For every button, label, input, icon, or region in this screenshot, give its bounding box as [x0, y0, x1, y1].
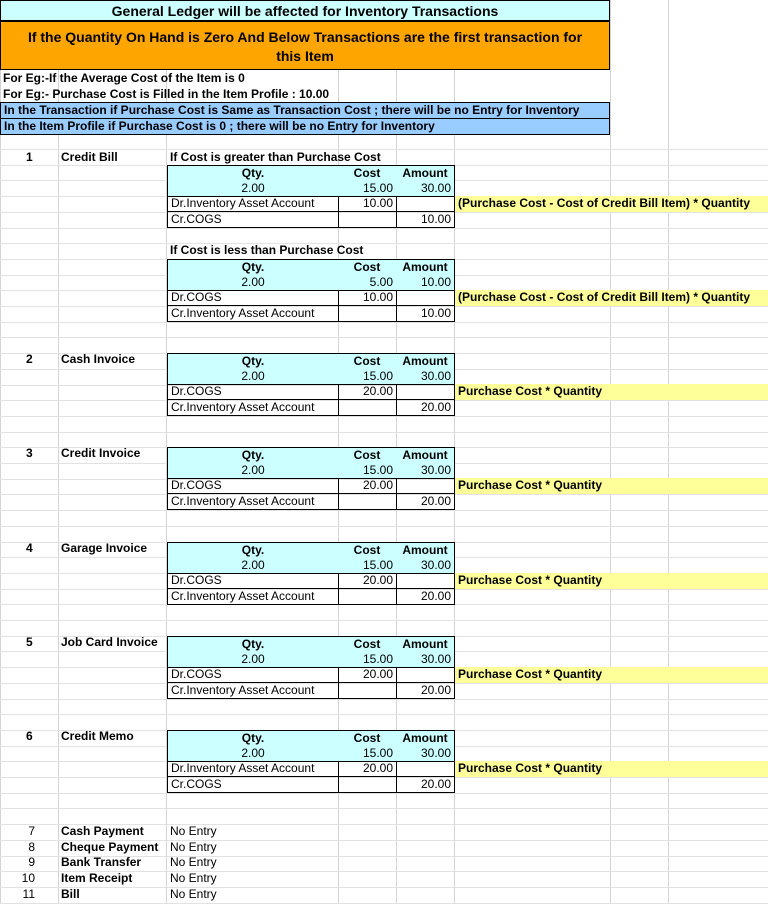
debit-cost: 10.00 — [338, 196, 397, 212]
section-number: 6 — [26, 729, 33, 743]
section-name: Credit Memo — [61, 729, 134, 743]
no-entry-name: Cash Payment — [61, 824, 144, 838]
column-header-amount: Amount — [396, 165, 455, 181]
formula-note: Purchase Cost * Quantity — [455, 573, 768, 589]
cost-value: 15.00 — [338, 369, 397, 385]
column-header-qty: Qty. — [167, 353, 339, 369]
credit-account: Cr.Inventory Asset Account — [167, 400, 339, 416]
formula-note: Purchase Cost * Quantity — [455, 667, 768, 683]
debit-amount-empty — [396, 290, 455, 306]
column-header-qty: Qty. — [167, 259, 339, 275]
grid-row — [0, 699, 768, 700]
credit-account: Cr.Inventory Asset Account — [167, 589, 339, 605]
case-heading: If Cost is greater than Purchase Cost — [170, 150, 381, 164]
credit-amount: 20.00 — [396, 683, 455, 699]
column-header-qty: Qty. — [167, 730, 339, 746]
amount-value: 30.00 — [396, 463, 455, 479]
column-header-amount: Amount — [396, 259, 455, 275]
debit-amount-empty — [396, 478, 455, 494]
subtitle-line-1: If the Quantity On Hand is Zero And Below Transactions are the first transaction for — [27, 29, 583, 45]
no-entry-status: No Entry — [170, 871, 217, 885]
no-entry-name: Bank Transfer — [61, 855, 142, 869]
cost-value: 15.00 — [338, 181, 397, 197]
column-header-qty: Qty. — [167, 636, 339, 652]
qty-value: 2.00 — [167, 746, 339, 762]
qty-value: 2.00 — [167, 275, 339, 291]
credit-cost-empty — [338, 212, 397, 228]
column-header-amount: Amount — [396, 542, 455, 558]
credit-account: Cr.COGS — [167, 212, 339, 228]
amount-value: 30.00 — [396, 652, 455, 668]
formula-note: Purchase Cost * Quantity — [455, 478, 768, 494]
no-entry-name: Bill — [61, 887, 80, 901]
cost-value: 15.00 — [338, 746, 397, 762]
grid-row — [0, 416, 768, 417]
credit-amount: 10.00 — [396, 212, 455, 228]
debit-cost: 20.00 — [338, 761, 397, 777]
amount-value: 10.00 — [396, 275, 455, 291]
credit-cost-empty — [338, 683, 397, 699]
grid-row — [0, 510, 768, 511]
credit-cost-empty — [338, 494, 397, 510]
grid-row — [0, 243, 768, 244]
cost-value: 15.00 — [338, 652, 397, 668]
no-entry-status: No Entry — [170, 887, 217, 901]
column-header-cost: Cost — [338, 730, 397, 746]
grid-row — [0, 620, 768, 621]
case-heading: If Cost is less than Purchase Cost — [170, 243, 364, 257]
debit-account: Dr.Inventory Asset Account — [167, 761, 339, 777]
qty-value: 2.00 — [167, 652, 339, 668]
credit-cost-empty — [338, 777, 397, 793]
qty-value: 2.00 — [167, 463, 339, 479]
grid-row — [0, 714, 768, 715]
credit-amount: 20.00 — [396, 777, 455, 793]
debit-account: Dr.COGS — [167, 573, 339, 589]
no-entry-status: No Entry — [170, 855, 217, 869]
debit-amount-empty — [396, 384, 455, 400]
grid-row — [0, 526, 768, 527]
debit-account: Dr.COGS — [167, 478, 339, 494]
credit-account: Cr.Inventory Asset Account — [167, 494, 339, 510]
grid-row — [0, 793, 768, 794]
column-header-cost: Cost — [338, 353, 397, 369]
credit-account: Cr.COGS — [167, 777, 339, 793]
credit-account: Cr.Inventory Asset Account — [167, 683, 339, 699]
amount-value: 30.00 — [396, 746, 455, 762]
section-number: 5 — [26, 635, 33, 649]
column-header-amount: Amount — [396, 636, 455, 652]
note-example-1: For Eg:-If the Average Cost of the Item is 0 — [3, 71, 245, 85]
no-entry-number: 11 — [22, 887, 35, 901]
column-header-amount: Amount — [396, 447, 455, 463]
no-entry-name: Cheque Payment — [61, 840, 159, 854]
no-entry-number: 7 — [28, 824, 35, 838]
no-entry-status: No Entry — [170, 824, 217, 838]
formula-note: (Purchase Cost - Cost of Credit Bill Item) * Quantity — [455, 290, 768, 306]
column-header-amount: Amount — [396, 730, 455, 746]
subtitle-banner — [0, 21, 610, 70]
grid-row — [0, 337, 768, 338]
column-header-qty: Qty. — [167, 165, 339, 181]
debit-cost: 20.00 — [338, 667, 397, 683]
debit-account: Dr.COGS — [167, 384, 339, 400]
debit-cost: 20.00 — [338, 478, 397, 494]
section-number: 3 — [26, 446, 33, 460]
column-header-cost: Cost — [338, 542, 397, 558]
note-example-2: For Eg:- Purchase Cost is Filled in the Item Profile : 10.00 — [3, 87, 330, 101]
amount-value: 30.00 — [396, 558, 455, 574]
amount-value: 30.00 — [396, 369, 455, 385]
debit-account: Dr.COGS — [167, 667, 339, 683]
no-entry-name: Item Receipt — [61, 871, 133, 885]
debit-amount-empty — [396, 761, 455, 777]
debit-cost: 10.00 — [338, 290, 397, 306]
section-number: 4 — [26, 541, 33, 555]
grid-col — [58, 0, 59, 904]
grid-row — [0, 322, 768, 323]
no-entry-number: 10 — [21, 871, 35, 885]
credit-account: Cr.Inventory Asset Account — [167, 306, 339, 322]
debit-amount-empty — [396, 573, 455, 589]
column-header-qty: Qty. — [167, 542, 339, 558]
section-name: Cash Invoice — [61, 352, 136, 366]
credit-amount: 10.00 — [396, 306, 455, 322]
grid-row — [0, 432, 768, 433]
grid-row — [0, 808, 768, 809]
debit-amount-empty — [396, 667, 455, 683]
section-name: Job Card Invoice — [61, 635, 158, 649]
credit-cost-empty — [338, 589, 397, 605]
grid-row — [0, 228, 768, 229]
qty-value: 2.00 — [167, 181, 339, 197]
cost-value: 15.00 — [338, 463, 397, 479]
debit-account: Dr.Inventory Asset Account — [167, 196, 339, 212]
formula-note: Purchase Cost * Quantity — [455, 384, 768, 400]
section-number: 2 — [26, 352, 33, 366]
page-title: General Ledger will be affected for Inventory Transactions — [0, 0, 610, 21]
debit-amount-empty — [396, 196, 455, 212]
section-name: Garage Invoice — [61, 541, 148, 555]
formula-note: Purchase Cost * Quantity — [455, 761, 768, 777]
formula-note: (Purchase Cost - Cost of Credit Bill Item) * Quantity — [455, 196, 768, 212]
credit-amount: 20.00 — [396, 494, 455, 510]
qty-value: 2.00 — [167, 369, 339, 385]
rule-note-1: In the Transaction if Purchase Cost is Same as Transaction Cost ; there will be no Entry for Inventory — [0, 102, 610, 119]
no-entry-number: 8 — [28, 840, 35, 854]
rule-note-2: In the Item Profile if Purchase Cost is 0 ; there will be no Entry for Inventory — [0, 118, 610, 135]
column-header-cost: Cost — [338, 636, 397, 652]
credit-amount: 20.00 — [396, 400, 455, 416]
credit-cost-empty — [338, 400, 397, 416]
debit-cost: 20.00 — [338, 384, 397, 400]
section-name: Credit Bill — [61, 150, 118, 164]
column-header-qty: Qty. — [167, 447, 339, 463]
cost-value: 5.00 — [338, 275, 397, 291]
debit-account: Dr.COGS — [167, 290, 339, 306]
section-name: Credit Invoice — [61, 446, 141, 460]
no-entry-number: 9 — [28, 855, 35, 869]
section-number: 1 — [26, 150, 33, 164]
credit-cost-empty — [338, 306, 397, 322]
column-header-cost: Cost — [338, 259, 397, 275]
qty-value: 2.00 — [167, 558, 339, 574]
debit-cost: 20.00 — [338, 573, 397, 589]
column-header-cost: Cost — [338, 165, 397, 181]
no-entry-status: No Entry — [170, 840, 217, 854]
credit-amount: 20.00 — [396, 589, 455, 605]
amount-value: 30.00 — [396, 181, 455, 197]
column-header-cost: Cost — [338, 447, 397, 463]
subtitle-line-2: this Item — [276, 48, 334, 64]
cost-value: 15.00 — [338, 558, 397, 574]
column-header-amount: Amount — [396, 353, 455, 369]
